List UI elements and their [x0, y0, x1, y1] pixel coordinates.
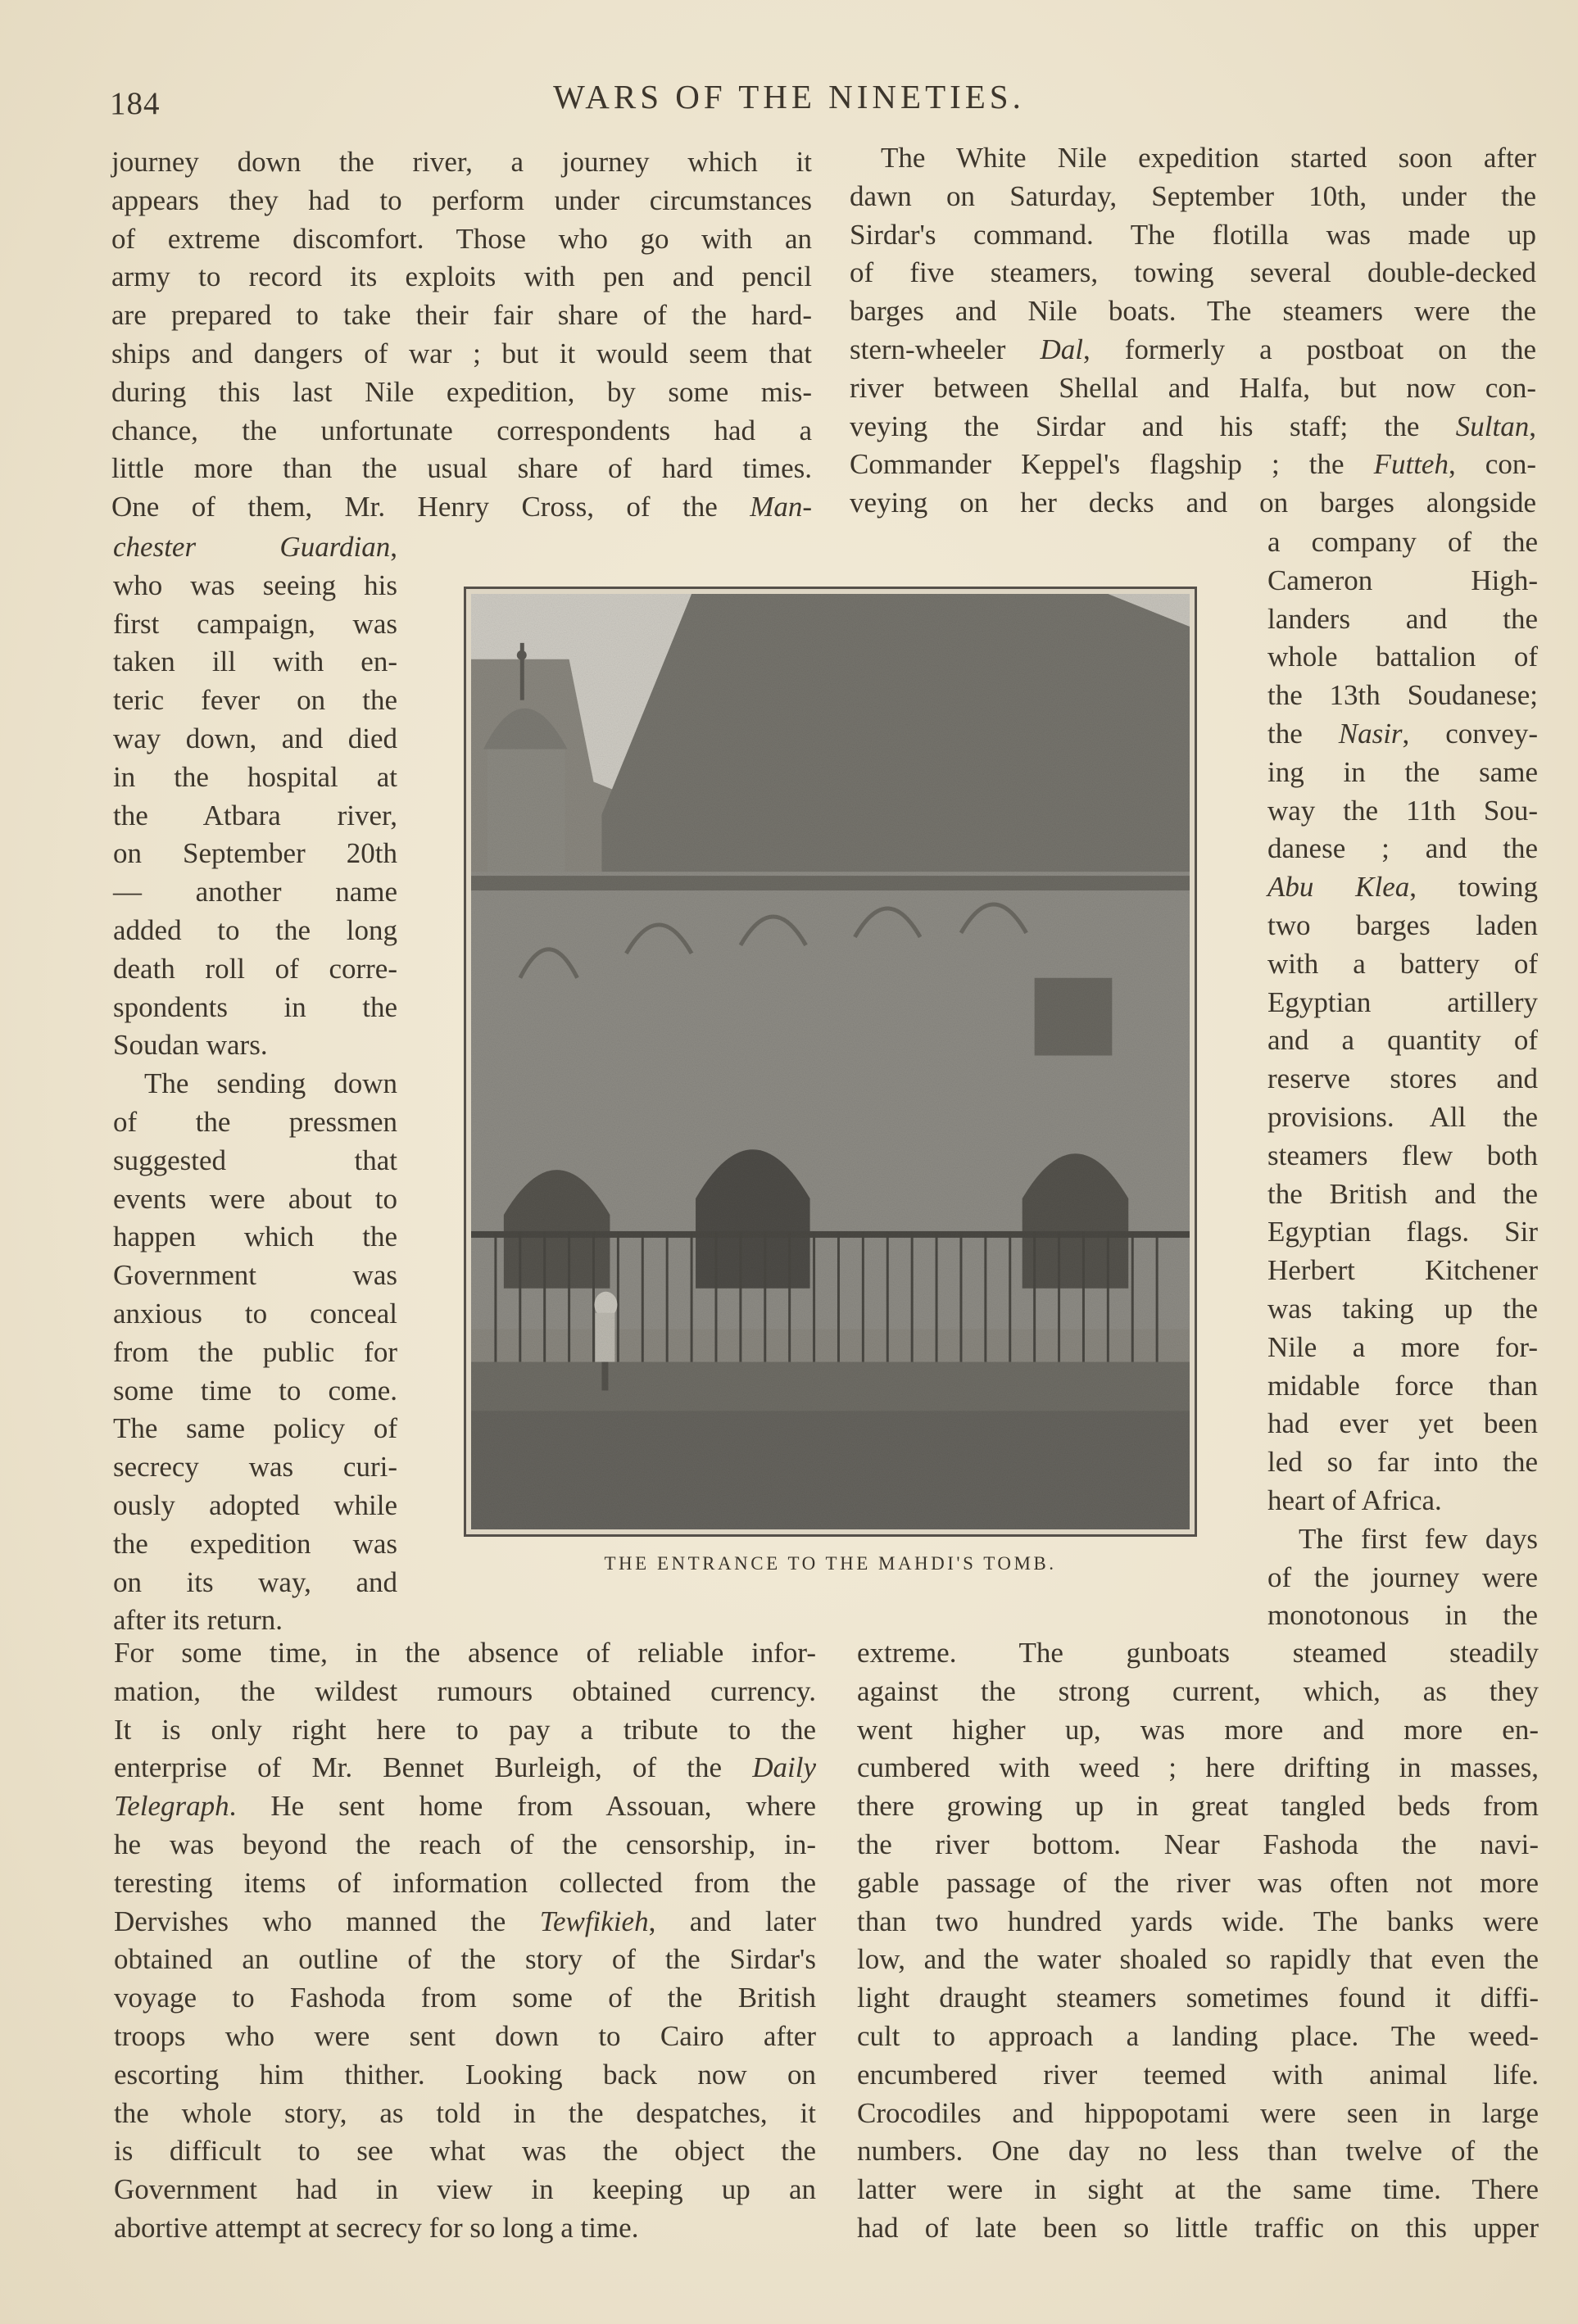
text-line: One of them, Mr. Henry Cross, of the Man- [111, 491, 812, 523]
text-line: taken ill with en- [113, 646, 397, 678]
text-line: veying the Sirdar and his staff; the Sultan, [850, 410, 1536, 442]
text-line: led so far into the [1267, 1446, 1538, 1479]
text-line: escorting him thither. Looking back now on [114, 2058, 816, 2091]
text-line: he was beyond the reach of the censorship, in- [114, 1828, 816, 1860]
text-line: The first few days [1299, 1522, 1538, 1555]
text-line: gable passage of the river was often not more [857, 1866, 1539, 1899]
text-line: events were about to [113, 1182, 397, 1215]
text-line: mation, the wildest rumours obtained currency. [114, 1674, 816, 1707]
text-line: there growing up in great tangled beds from [857, 1790, 1539, 1823]
text-line: little more than the usual share of hard times. [111, 452, 812, 485]
text-line: on its way, and [113, 1565, 397, 1598]
page-number: 184 [110, 86, 161, 121]
text-line: heart of Africa. [1267, 1484, 1442, 1516]
right-column-bottom-text [857, 1634, 1539, 2248]
text-line: dawn on Saturday, September 10th, under the [850, 179, 1536, 212]
text-line: the British and the [1267, 1177, 1538, 1210]
text-line: Dervishes who manned the Tewfikieh, and later [114, 1905, 816, 1937]
text-line: veying on her decks and on barges alongside [850, 487, 1536, 519]
text-line: of extreme discomfort. Those who go with an [111, 222, 812, 255]
text-line: Cameron High- [1267, 564, 1538, 596]
text-line: troops who were sent down to Cairo after [114, 2019, 816, 2052]
mahdi-tomb-photograph [464, 587, 1197, 1537]
text-line: chance, the unfortunate correspondents had a [111, 414, 812, 446]
text-line: happen which the [113, 1221, 397, 1253]
text-line: The sending down [144, 1067, 397, 1100]
text-line: monotonous in the [1267, 1599, 1538, 1632]
text-line: extreme. The gunboats steamed steadily [857, 1637, 1539, 1669]
page-header [0, 72, 1578, 121]
text-line: cumbered with weed ; here drifting in masses, [857, 1751, 1539, 1784]
text-line: ships and dangers of war ; but it would seem that [111, 337, 812, 369]
text-line: Herbert Kitchener [1267, 1254, 1538, 1287]
text-line: the Atbara river, [113, 799, 397, 831]
right-column-top-text [850, 139, 1536, 523]
text-line: death roll of corre- [113, 952, 397, 985]
text-line: river between Shellal and Halfa, but now con- [850, 371, 1536, 404]
text-line: enterprise of Mr. Bennet Burleigh, of the Daily [114, 1751, 816, 1784]
right-column-wrap-text [1267, 523, 1538, 1635]
text-line: a company of the [1267, 526, 1538, 558]
text-line: Nile a more for- [1267, 1330, 1538, 1363]
text-line: some time to come. [113, 1374, 397, 1407]
text-line: from the public for [113, 1335, 397, 1368]
text-line: ing in the same [1267, 755, 1538, 788]
text-line: latter were in sight at the same time. There [857, 2173, 1539, 2206]
text-line: landers and the [1267, 602, 1538, 635]
text-line: of the pressmen [113, 1105, 397, 1138]
text-line: danese ; and the [1267, 832, 1538, 865]
text-line: of five steamers, towing several double-decked [850, 256, 1536, 289]
text-line: was taking up the [1267, 1292, 1538, 1325]
text-line: the 13th Soudanese; [1267, 679, 1538, 712]
text-line: the river bottom. Near Fashoda the navi- [857, 1828, 1539, 1860]
text-line: Government was [113, 1259, 397, 1292]
text-line: teric fever on the [113, 684, 397, 717]
text-line: whole battalion of [1267, 641, 1538, 673]
left-column-wrap-text [113, 528, 397, 1640]
text-line: are prepared to take their fair share of the hard- [111, 299, 812, 332]
text-line: light draught steamers sometimes found it diffi- [857, 1982, 1539, 2014]
text-line: on September 20th [113, 837, 397, 870]
text-line: of the journey were [1267, 1561, 1538, 1593]
text-line: after its return. [113, 1604, 283, 1637]
text-line: barges and Nile boats. The steamers were the [850, 295, 1536, 328]
text-line: For some time, in the absence of reliable infor- [114, 1637, 816, 1669]
text-line: who was seeing his [113, 569, 397, 601]
text-line: had ever yet been [1267, 1407, 1538, 1440]
text-line: way the 11th Sou- [1267, 794, 1538, 827]
text-line: voyage to Fashoda from some of the British [114, 1982, 816, 2014]
text-line: spondents in the [113, 990, 397, 1023]
text-line: steamers flew both [1267, 1139, 1538, 1171]
text-line: anxious to conceal [113, 1297, 397, 1330]
text-line: ously adopted while [113, 1488, 397, 1521]
text-line: cult to approach a landing place. The weed- [857, 2019, 1539, 2052]
text-line: went higher up, was more and more en- [857, 1713, 1539, 1746]
text-line: secrecy was curi- [113, 1451, 397, 1484]
text-line: appears they had to perform under circumstances [111, 183, 812, 216]
text-line: the Nasir, convey- [1267, 717, 1538, 750]
text-line: Telegraph. He sent home from Assouan, where [114, 1790, 816, 1823]
text-line: reserve stores and [1267, 1062, 1538, 1095]
text-line: Abu Klea, towing [1267, 871, 1538, 904]
text-line: low, and the water shoaled so rapidly that even the [857, 1943, 1539, 1976]
text-line: Egyptian flags. Sir [1267, 1216, 1538, 1248]
text-line: suggested that [113, 1144, 397, 1176]
text-line: way down, and died [113, 722, 397, 754]
text-line: journey down the river, a journey which it [111, 146, 812, 178]
text-line: The same policy of [113, 1412, 397, 1445]
text-line: Egyptian artillery [1267, 985, 1538, 1018]
text-line: midable force than [1267, 1369, 1538, 1402]
left-column-bottom-text [114, 1634, 816, 2248]
text-line: the expedition was [113, 1527, 397, 1560]
text-line: stern-wheeler Dal, formerly a postboat on the [850, 333, 1536, 365]
text-line: had of late been so little traffic on this upper [857, 2211, 1539, 2244]
text-line: with a battery of [1267, 947, 1538, 980]
text-line: than two hundred yards wide. The banks were [857, 1905, 1539, 1937]
text-line: — another name [113, 876, 397, 908]
text-line: encumbered river teemed with animal life. [857, 2058, 1539, 2091]
text-line: Soudan wars. [113, 1029, 268, 1062]
left-column-top-text [111, 143, 812, 527]
text-line: Government had in view in keeping up an [114, 2173, 816, 2206]
text-line: Commander Keppel's flagship ; the Futteh, con- [850, 448, 1536, 481]
text-line: during this last Nile expedition, by some mis- [111, 375, 812, 408]
text-line: is difficult to see what was the object the [114, 2135, 816, 2168]
text-line: It is only right here to pay a tribute to the [114, 1713, 816, 1746]
text-line: first campaign, was [113, 607, 397, 640]
running-title: WARS OF THE NINETIES. [553, 78, 1025, 116]
text-line: numbers. One day no less than twelve of the [857, 2135, 1539, 2168]
text-line: two barges laden [1267, 908, 1538, 941]
text-line: provisions. All the [1267, 1100, 1538, 1133]
text-line: against the strong current, which, as they [857, 1674, 1539, 1707]
text-line: in the hospital at [113, 760, 397, 793]
tomb-entrance-image [471, 594, 1190, 1529]
text-line: army to record its exploits with pen and pencil [111, 260, 812, 293]
text-line: the whole story, as told in the despatches, it [114, 2096, 816, 2129]
text-line: obtained an outline of the story of the Sirdar's [114, 1943, 816, 1976]
text-line: chester Guardian, [113, 531, 397, 563]
text-line: Crocodiles and hippopotami were seen in large [857, 2096, 1539, 2129]
text-line: added to the long [113, 913, 397, 946]
text-line: and a quantity of [1267, 1024, 1538, 1057]
text-line: abortive attempt at secrecy for so long a time. [114, 2211, 639, 2244]
figure-caption: THE ENTRANCE TO THE MAHDI'S TOMB. [604, 1553, 1057, 1574]
text-line: Sirdar's command. The flotilla was made up [850, 218, 1536, 251]
text-line: teresting items of information collected from the [114, 1866, 816, 1899]
text-line: The White Nile expedition started soon after [881, 142, 1536, 174]
